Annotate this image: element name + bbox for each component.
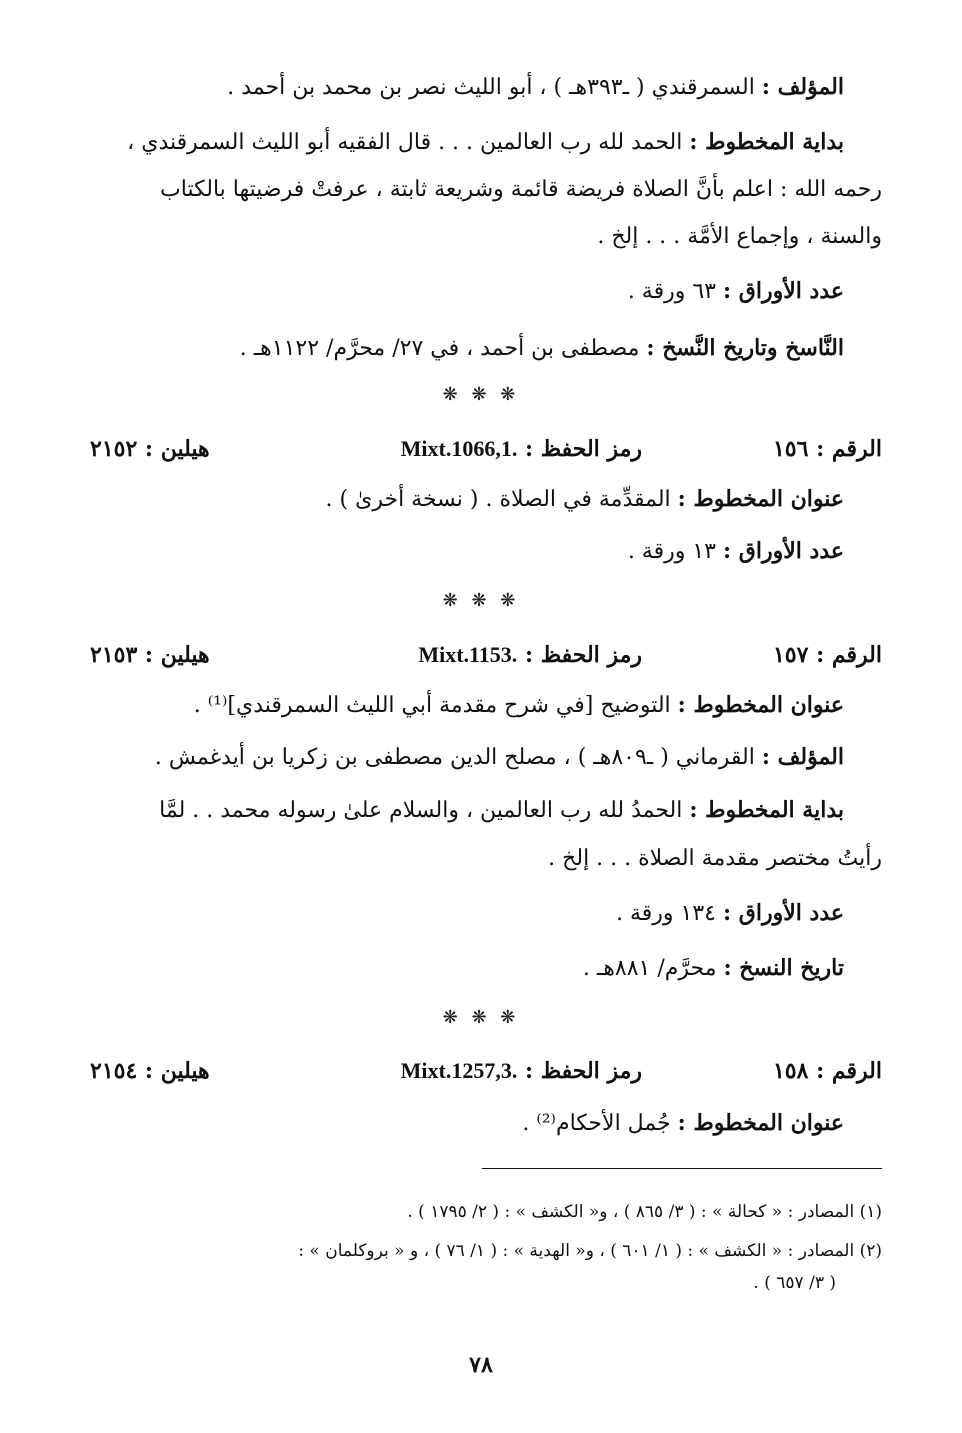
folios-label: عدد الأوراق : xyxy=(723,900,844,926)
folios-label: عدد الأوراق : xyxy=(723,538,844,564)
beginning-line-1 xyxy=(127,127,844,158)
shelf-mark xyxy=(401,1058,642,1084)
folios-value: ١٣ ورقة . xyxy=(627,539,716,564)
shelf-value: Mixt.1066,1. xyxy=(400,436,518,461)
folios-line xyxy=(616,898,844,929)
shelf-value: Mixt.1257,3. xyxy=(400,1058,518,1083)
title-value: التوضيح [في شرح مقدمة أبي الليث السمرقندي]⁽¹⁾ . xyxy=(193,693,671,718)
title-line xyxy=(326,484,844,515)
beginning-text: الحمدُ لله رب العالمين ، والسلام علىٰ رسوله محمد . . لمَّا xyxy=(159,798,683,823)
separator: ❋ ❋ ❋ xyxy=(442,1007,520,1028)
page-number: ٧٨ xyxy=(469,1352,493,1378)
heilin-number: هيلين : ٢١٥٣ xyxy=(90,642,210,668)
copyist-label: النَّاسخ وتاريخ النَّسخ : xyxy=(646,335,844,361)
title-value: جُمل الأحكام⁽²⁾ . xyxy=(522,1111,671,1136)
author-line xyxy=(155,742,844,773)
folios-line xyxy=(628,276,844,307)
folios-line xyxy=(628,536,844,567)
entry-header xyxy=(90,436,882,468)
shelf-label: رمز الحفظ : xyxy=(524,436,642,462)
footnote-2: (٢) المصادر : « الكشف » : ( ١/ ٦٠١ ) ، و« الهدية » : ( ١/ ٧٦ ) ، و « بروكلمان » : xyxy=(298,1241,882,1261)
heilin-number: هيلين : ٢١٥٤ xyxy=(90,1058,210,1084)
entry-header xyxy=(90,642,882,674)
beginning-line-3: والسنة ، وإجماع الأمَّة . . . إلخ . xyxy=(597,224,882,249)
copyist-line xyxy=(240,333,844,364)
entry-header xyxy=(90,1058,882,1090)
beginning-line-2: رحمه الله : اعلم بأنَّ الصلاة فريضة قائمة وشريعة ثابتة ، عرفتْ فرضيتها بالكتاب xyxy=(160,177,882,202)
copy-date-label: تاريخ النسخ : xyxy=(723,955,844,981)
author-label: المؤلف : xyxy=(761,744,844,770)
separator: ❋ ❋ ❋ xyxy=(442,384,520,405)
shelf-label: رمز الحفظ : xyxy=(524,642,642,668)
title-label: عنوان المخطوط : xyxy=(677,692,844,718)
folios-value: ١٣٤ ورقة . xyxy=(616,901,716,926)
copy-date-line xyxy=(583,953,844,984)
title-label: عنوان المخطوط : xyxy=(677,486,844,512)
title-line xyxy=(194,690,844,721)
shelf-label: رمز الحفظ : xyxy=(524,1058,642,1084)
entry-number: الرقم : ١٥٧ xyxy=(772,642,882,668)
title-label: عنوان المخطوط : xyxy=(677,1110,844,1136)
title-line xyxy=(522,1108,844,1139)
heilin-number: هيلين : ٢١٥٢ xyxy=(90,436,210,462)
footnote-rule xyxy=(482,1168,882,1169)
author-line xyxy=(227,72,844,103)
beginning-text: الحمد لله رب العالمين . . . قال الفقيه أبو الليث السمرقندي ، xyxy=(127,130,683,155)
author-value: السمرقندي ( ـ٣٩٣هـ ) ، أبو الليث نصر بن محمد بن أحمد . xyxy=(227,75,755,100)
shelf-value: Mixt.1153. xyxy=(418,642,518,667)
footnote-1: (١) المصادر : « كحالة » : ( ٣/ ٨٦٥ ) ، و« الكشف » : ( ٢/ ١٧٩٥ ) . xyxy=(407,1202,882,1222)
entry-number: الرقم : ١٥٦ xyxy=(772,436,882,462)
beginning-line-1 xyxy=(159,795,844,826)
beginning-line-2: رأيتُ مختصر مقدمة الصلاة . . . إلخ . xyxy=(548,846,882,871)
author-value: القرماني ( ـ٨٠٩هـ ) ، مصلح الدين مصطفى بن زكريا بن أيدغمش . xyxy=(154,745,755,770)
shelf-mark xyxy=(418,642,642,668)
entry-number: الرقم : ١٥٨ xyxy=(772,1058,882,1084)
shelf-mark xyxy=(401,436,642,462)
folios-value: ٦٣ ورقة . xyxy=(627,279,716,304)
folios-label: عدد الأوراق : xyxy=(723,278,844,304)
copy-date-value: محرَّم/ ٨٨١هـ . xyxy=(582,956,717,981)
beginning-label: بداية المخطوط : xyxy=(689,797,844,823)
footnote-2-continuation: ( ٣/ ٦٥٧ ) . xyxy=(753,1273,836,1293)
beginning-label: بداية المخطوط : xyxy=(689,129,844,155)
title-value: المقدِّمة في الصلاة . ( نسخة أخرىٰ ) . xyxy=(325,487,671,512)
separator: ❋ ❋ ❋ xyxy=(442,590,520,611)
copyist-value: مصطفى بن أحمد ، في ٢٧/ محرَّم/ ١١٢٢هـ . xyxy=(239,336,640,361)
author-label: المؤلف : xyxy=(761,74,844,100)
